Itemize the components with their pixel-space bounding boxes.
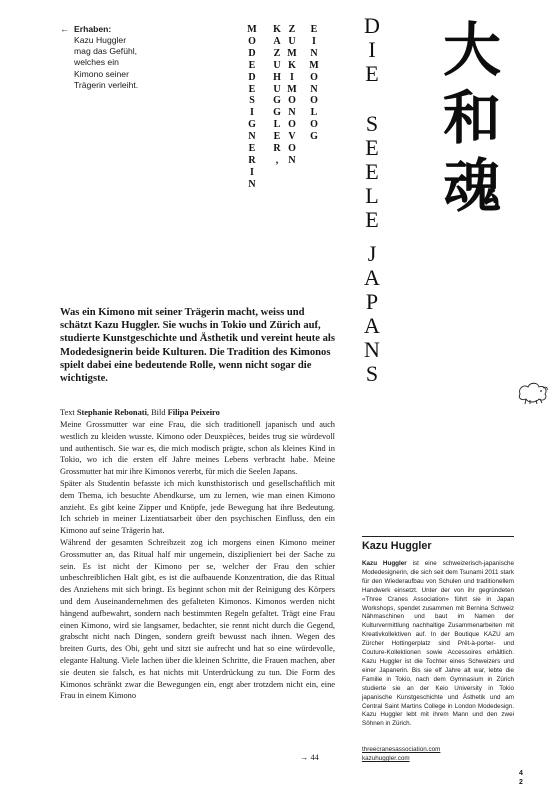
vertical-letter: I [250,166,254,178]
vertical-letter: O [288,143,296,155]
kanji-char: 和 [442,84,501,152]
subtitle-column-4 [308,24,320,143]
vertical-letter: E [248,143,256,155]
link-kazuhuggler[interactable]: kazuhuggler.com [362,755,410,762]
vertical-letter: N [288,107,296,119]
byline-prefix: Text [60,408,75,417]
vertical-letter: A [273,35,281,47]
vertical-letter: E [365,61,379,87]
vertical-letter: E [248,59,256,71]
vertical-letter: M [287,47,297,59]
vertical-letter: L [365,183,379,209]
lead-paragraph: Was ein Kimono mit seiner Trägerin macht, weiss und schätzt Kazu Huggler. Sie wuchs in Tokio und Zürich auf, studierte Kunstgeschichte und Ästhetik und vereint heute als Modedesignerin beide Kulturen. Die Tradition des Kimonos spielt dabei eine bedeutende Rolle, wenn nicht sogar die wichtigste. [60,307,335,385]
page-number-digit: 2 [519,779,523,786]
sidebar-bio [362,560,514,729]
continued-on-page: → 44 [300,753,319,762]
byline-sep: , Bild [146,408,166,417]
vertical-letter: , [275,154,279,166]
article-body [60,419,335,702]
vertical-letter: I [368,37,376,63]
vertical-letter: M [287,83,297,95]
vertical-letter: V [288,131,296,143]
subtitle-column-3 [286,24,298,167]
vertical-letter: J [367,241,377,266]
vertical-letter: S [365,361,379,387]
sidebar-links [362,745,514,763]
vertical-letter: N [310,83,318,95]
vertical-letter: A [364,265,380,291]
vertical-letter: R [273,143,281,155]
vertical-letter: H [273,71,281,83]
vertical-letter: Z [288,24,296,35]
vertical-letter: O [310,119,318,131]
vertical-letter: N [310,47,318,59]
vertical-letter: M [247,24,257,35]
subtitle-column-1 [246,24,258,191]
vertical-letter: U [273,59,281,71]
vertical-letter: G [273,107,281,119]
vertical-letter: E [273,131,281,143]
vertical-letter: N [288,154,296,166]
title-word-die [359,14,385,86]
byline [60,407,335,419]
sheep-doodle-icon [516,380,550,406]
vertical-letter: O [288,119,296,131]
subtitle-column-2 [271,24,283,167]
vertical-letter: U [288,35,296,47]
vertical-letter: N [248,131,256,143]
vertical-letter: L [310,107,318,119]
kanji-char: 魂 [442,152,501,220]
vertical-letter: O [310,71,318,83]
vertical-letter: P [365,289,379,315]
vertical-letter: O [248,35,256,47]
vertical-letter: Z [273,47,281,59]
vertical-letter: G [310,131,318,143]
vertical-letter: I [312,35,316,47]
vertical-letter: N [364,337,380,363]
vertical-letter: A [364,313,380,339]
vertical-letter: M [309,59,319,71]
title-word-seele [359,112,385,232]
vertical-letter: E [365,135,379,161]
kanji-calligraphy [432,16,512,220]
sidebar-title: Kazu Huggler [362,540,432,552]
vertical-letter: N [248,178,256,190]
vertical-letter: O [288,95,296,107]
vertical-letter: E [248,83,256,95]
vertical-letter: G [273,95,281,107]
vertical-letter: I [250,107,254,119]
vertical-letter: E [365,207,379,233]
vertical-letter: E [365,159,379,185]
vertical-letter: I [290,71,294,83]
vertical-letter: S [365,111,379,136]
kanji-char: 大 [442,16,501,84]
page-number [519,769,523,787]
link-threecranes[interactable]: threecranesassociation.com [362,746,441,753]
byline-photographer: Filipa Peixeiro [167,408,220,417]
byline-author: Stephanie Rebonati [76,408,147,417]
caption-label: Erhaben: [74,24,112,34]
body-paragraph: Meine Grossmutter war eine Frau, die sich traditionell japanisch und auch westlich zu kleiden wusste. Kimono oder Deuxpièces, beides trug sie würdevoll und authentisch. Sie war es, die mich modisch prägte, schon als kleines Kind in Tokio, wo ich die ersten elf Jahre meines Lebens verbracht habe. Meine Grossmutter hat mir ihre Kimonos vererbt, für mich die Seelen Japans. [60,420,335,477]
vertical-letter: D [364,13,380,38]
vertical-letter: K [273,24,281,35]
arrow-left-icon: ← [60,24,69,34]
vertical-letter: U [273,83,281,95]
body-paragraph: Während der gesamten Schreibzeit zog ich morgens einen Kimono meiner Grossmutter an, das Ritual half mir ungemein, disziplieniert bei der Sache zu sein. Es ist nicht der Kimono per se, welcher der Frau den schier unbeschreiblichen Halt gibt, es ist die aufbauende Konzentration, die das Ritual des Anziehens mit sich bringt. Es beginnt schon mit der Reinigung des Körpers und dem Auseinandernehmen des gefalteten Kimonos. Kimonos werden nicht hängend aufbewahrt, sondern nach bestimmten Regeln gefaltet. Trägt eine Frau einen Kimono, wird sie langsamer, bedachter, sie rennt nicht durch die Gegend, grabscht nicht nach Dingen, sondern greift bewusst nach ihnen. Wegen des breiten Gurts, des Obi, geht und sitzt sie aufrecht und hat so eine würdevolle, elegante Haltung. Viele lachen über die kleinen Schritte, die Frauen machen, aber sie deuten sie falsch, es hat nichts mit Unterdrückung zu tun. Die Form des Kimonos schränkt zwar die Bewegungen ein, engt aber trotzdem nicht ein, eine Frau in einem Kimono [60,537,335,701]
vertical-letter: K [288,59,296,71]
page-number-digit: 4 [519,770,523,777]
sidebar-bio-text: ist eine schweizerisch-japanische Modedesignerin, die sich seit dem Tsunami 2011 stark für den Wiederaufbau von Schulen und traditionellem Handwerk einsetzt. Unter der von ihr gegründeten «Three Cranes Association» führt sie in Japan Workshops, spendet zusammen mit Bernina Schweiz Nähmaschinen und baut im Namen der Kulturvermittlung nachhaltige Zusammenarbeiten mit Kreativkollektiven auf. In der Boutique KAZU am Zürcher Hottingerplatz sind Prêt-à-porter- und Couture-Kollektionen sowie Accessoires erhältlich. Kazu Huggler ist die Tochter eines Schweizers und einer Japanerin. Bis sie elf Jahre alt war, lebte die Familie in Tokio, nach dem Gymnasium in Zürich studierte sie an der Keio University in Tokio japanische Kunstgeschichte und Ästhetik und am Central Saint Martins College in London Modedesign. Kazu Huggler lebt mit ihrem Mann und den zwei Söhnen in Zürich. [362,560,514,728]
vertical-letter: D [248,71,256,83]
vertical-letter: O [310,95,318,107]
vertical-letter: G [248,119,256,131]
vertical-letter: L [273,119,281,131]
caption-text: Kazu Huggler mag das Gefühl, welches ein Kimono seiner Trägerin verleiht. [74,35,139,90]
sidebar-divider [362,536,514,537]
vertical-letter: R [248,154,256,166]
vertical-letter: S [249,95,255,107]
vertical-letter: E [310,24,318,35]
body-paragraph: Später als Studentin befasste ich mich kunsthistorisch und gesellschaftlich mit dem Thema, ich besuchte Abendkurse, um zu lernen, wie man einen Kimono anzieht. Es gibt keine Zipper und Knöpfe, jede Bewegung hat ihre Bedeutung. Ich schrieb in meiner Lizentiatsarbeit über den psychischen Einfluss, den ein Kimono auf seine Trägerin hat. [60,478,335,536]
vertical-letter: D [248,47,256,59]
title-word-japans [359,242,385,387]
sidebar-bio-name: Kazu Huggler [362,560,407,567]
